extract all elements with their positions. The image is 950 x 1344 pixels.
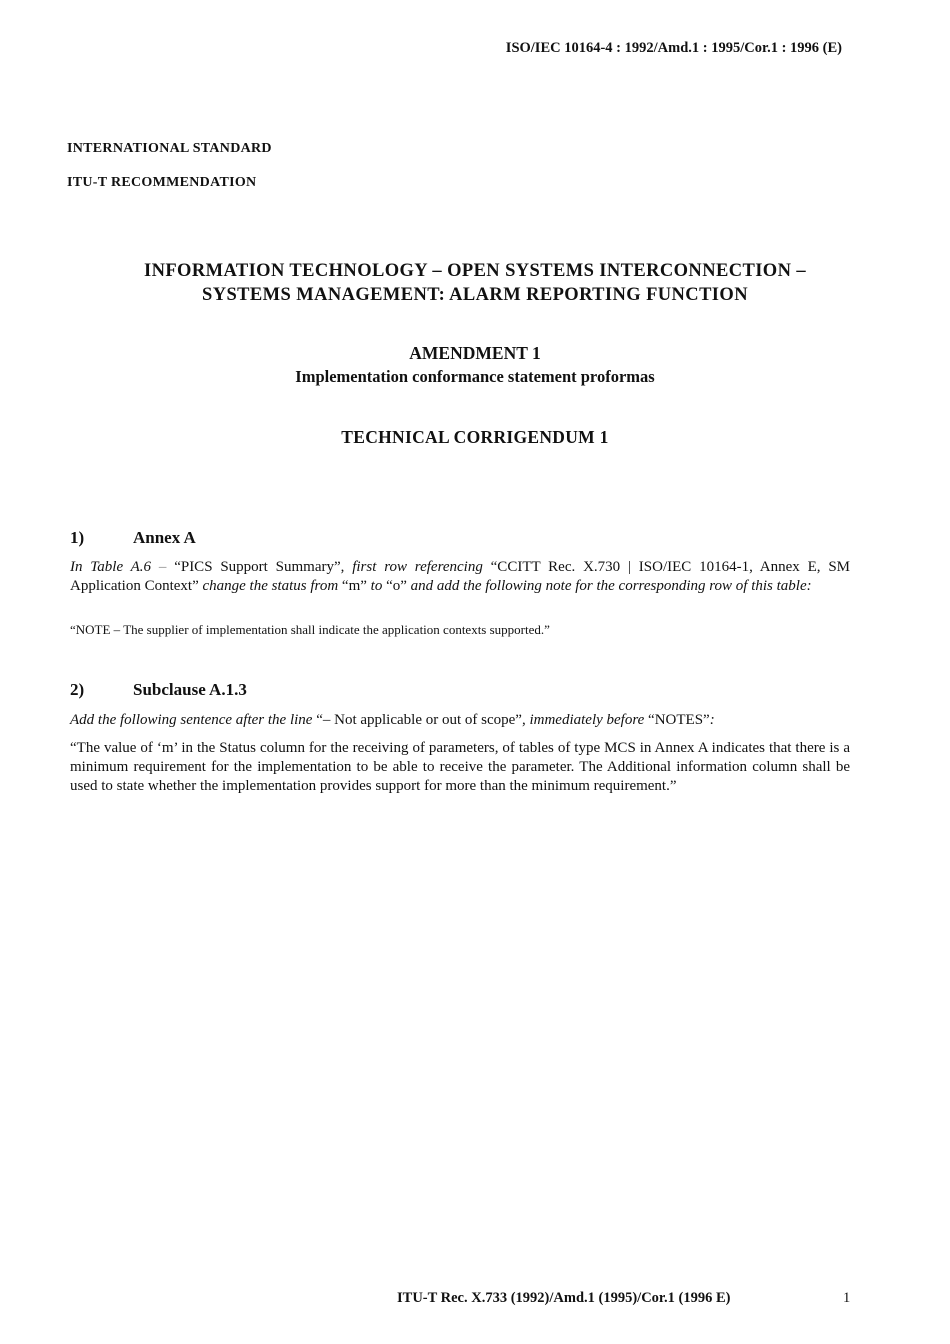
footer-reference: ITU-T Rec. X.733 (1992)/Amd.1 (1995)/Cor.1 (1996 E) — [397, 1290, 731, 1306]
section1-m: “m” — [338, 578, 371, 594]
section2-add: Add the following sentence after the line — [70, 712, 313, 728]
amendment-heading: AMENDMENT 1 — [409, 343, 541, 363]
section1-title: Annex A — [133, 528, 196, 547]
section1-add: and add the following note for the corresponding row of this table: — [410, 578, 812, 594]
section2-quote: “– Not applicable or out of scope”, — [312, 712, 530, 728]
section2-instruction — [70, 711, 850, 730]
section1-dash: – — [151, 559, 175, 575]
section1-paragraph — [70, 558, 850, 596]
recommendation-label: ITU-T RECOMMENDATION — [67, 175, 257, 190]
section1-o: “o” — [382, 578, 411, 594]
amendment-subtitle: Implementation conformance statement proformas — [295, 367, 655, 386]
section2-notes: “NOTES” — [644, 712, 710, 728]
section2-title: Subclause A.1.3 — [133, 680, 247, 699]
section2-body: “The value of ‘m’ in the Status column for the receiving of parameters, of tables of type MCS in Annex A indicates that there is a minimum requirement for the implementation to be able to receive the parameter. The Additional information column shall be used to state whether the implementation provides support for more than the minimum requirement.” — [70, 740, 850, 794]
section1-ccitt: “CCITT Rec. X.730 | ISO/IEC 10164-1, Annex E, SM Application Context” — [70, 559, 851, 594]
page-number: 1 — [843, 1290, 851, 1306]
document-title-line1: INFORMATION TECHNOLOGY – OPEN SYSTEMS INTERCONNECTION – — [143, 261, 807, 281]
corrigendum-heading: TECHNICAL CORRIGENDUM 1 — [341, 427, 609, 447]
section1-in-table: In Table A.6 — [70, 559, 152, 575]
section1-to: to — [370, 578, 383, 594]
section2-colon: : — [709, 712, 715, 728]
header-reference: ISO/IEC 10164-4 : 1992/Amd.1 : 1995/Cor.1 : 1996 (E) — [505, 40, 842, 56]
document-title-line2: SYSTEMS MANAGEMENT: ALARM REPORTING FUNCTION — [202, 285, 748, 305]
section1-number: 1) — [70, 528, 85, 547]
section1-note: “NOTE – The supplier of implementation shall indicate the application contexts supported.” — [70, 622, 550, 637]
section1-first-row: first row referencing — [352, 559, 483, 575]
section2-immediately: immediately before — [529, 712, 645, 728]
section1-pics: “PICS Support Summary”, — [174, 559, 353, 575]
standard-label: INTERNATIONAL STANDARD — [67, 141, 272, 156]
section1-change: change the status from — [202, 578, 339, 594]
section2-number: 2) — [70, 680, 85, 699]
